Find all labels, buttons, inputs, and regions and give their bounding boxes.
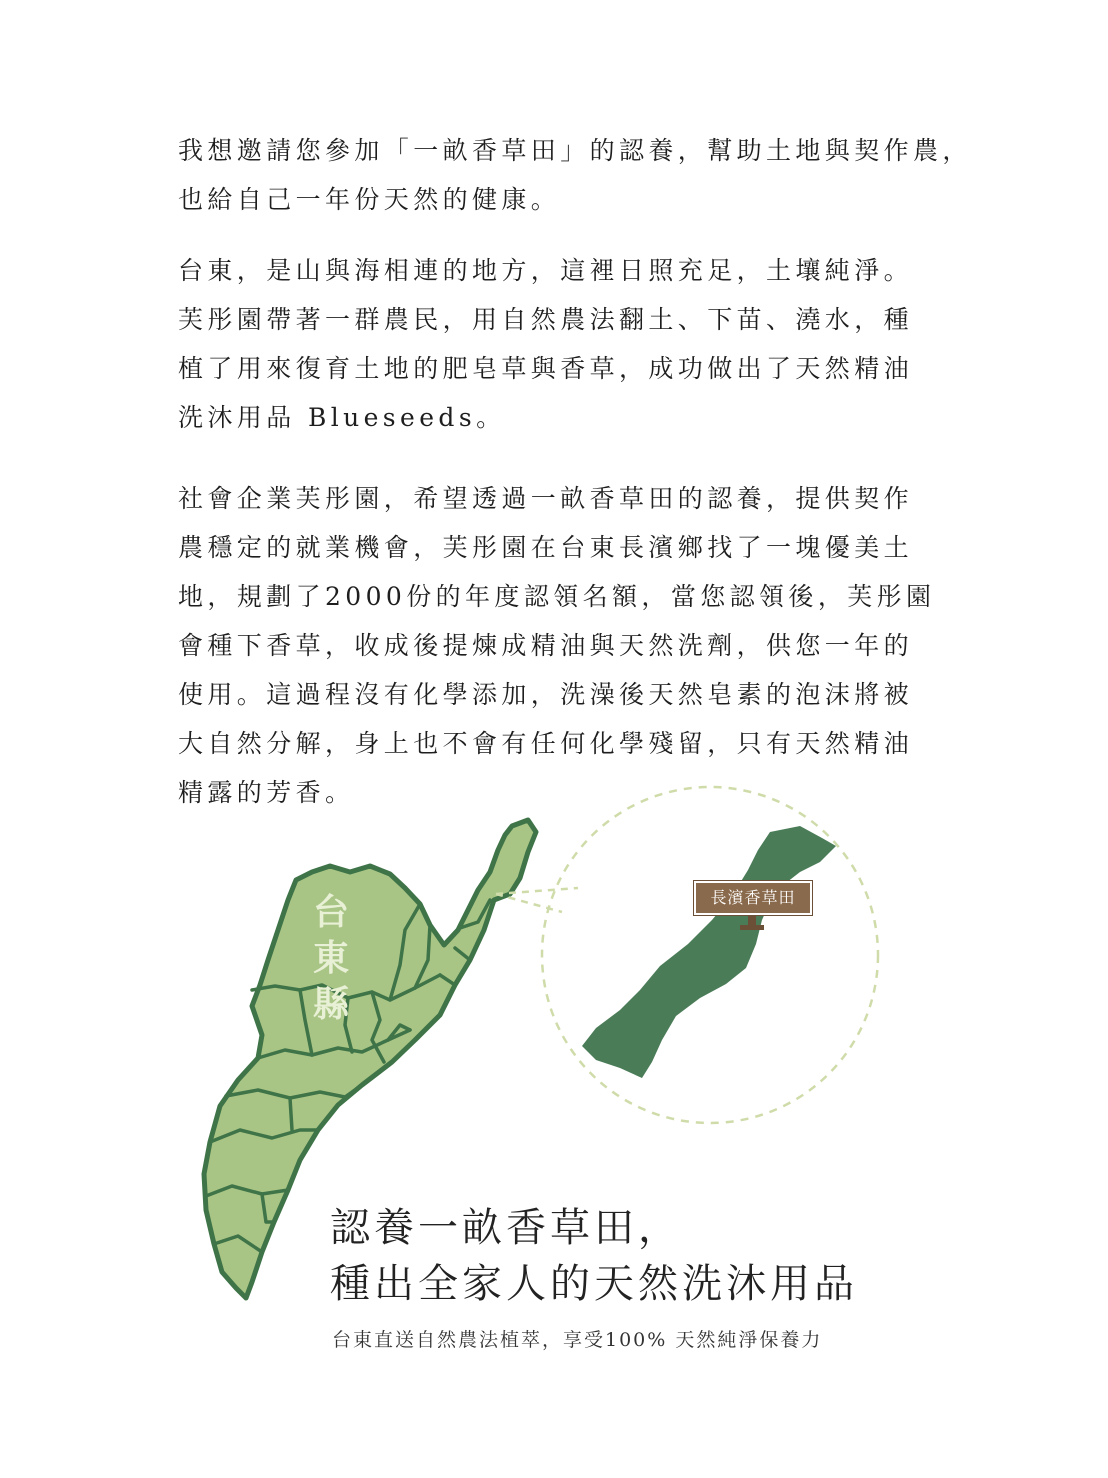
county-label-char: 東 bbox=[312, 938, 349, 979]
text-line: 台東，是山與海相連的地方，這裡日照充足，土壤純淨。 bbox=[178, 256, 914, 285]
sign-post-base bbox=[740, 925, 764, 930]
text-line: 芙彤園帶著一群農民，用自然農法翻土、下苗、澆水，種 bbox=[178, 305, 914, 334]
county-label-char: 台 bbox=[312, 892, 349, 933]
text-line: 也給自己一年份天然的健康。 bbox=[178, 185, 561, 214]
text-line: 精露的芳香。 bbox=[178, 778, 355, 807]
changbin-field-sign: 長濱香草田 bbox=[694, 881, 812, 915]
subheadline: 台東直送自然農法植萃，享受100% 天然純淨保養力 bbox=[332, 1329, 823, 1351]
text-line: 大自然分解，身上也不會有任何化學殘留，只有天然精油 bbox=[178, 729, 914, 758]
county-label bbox=[303, 890, 359, 1028]
text-line: 使用。這過程沒有化學添加，洗澡後天然皂素的泡沫將被 bbox=[178, 680, 914, 709]
text-line: 社會企業芙彤園，希望透過一畝香草田的認養，提供契作 bbox=[178, 484, 914, 513]
text-line: 植了用來復育土地的肥皂草與香草，成功做出了天然精油 bbox=[178, 354, 914, 383]
headline bbox=[330, 1200, 858, 1312]
headline-line: 種出全家人的天然洗沐用品 bbox=[330, 1261, 858, 1307]
changbin-plot-shape bbox=[582, 826, 836, 1078]
headline-line: 認養一畝香草田， bbox=[330, 1205, 682, 1251]
text-line: 會種下香草，收成後提煉成精油與天然洗劑，供您一年的 bbox=[178, 631, 914, 660]
text-line: 地，規劃了2000份的年度認領名額，當您認領後，芙彤園 bbox=[178, 582, 936, 611]
county-label-char: 縣 bbox=[312, 984, 349, 1025]
text-line: 農穩定的就業機會，芙彤園在台東長濱鄉找了一塊優美土 bbox=[178, 533, 914, 562]
text-line: 我想邀請您參加「一畝香草田」的認養，幫助土地與契作農， bbox=[178, 136, 972, 165]
text-line: 洗沐用品 Blueseeds。 bbox=[178, 403, 506, 432]
